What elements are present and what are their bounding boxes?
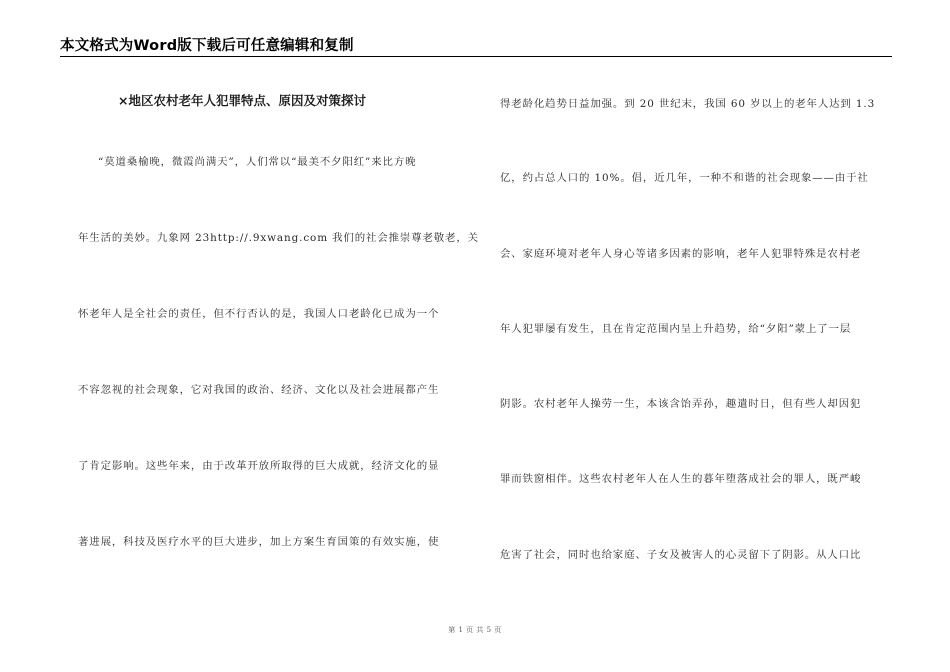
right-line-4: 年人犯罪屡有发生，且在肯定范围内呈上升趋势，给“夕阳”蒙上了一层 bbox=[500, 323, 852, 335]
left-line-6: 著进展，科技及医疗水平的巨大进步，加上方案生育国策的有效实施，使 bbox=[78, 536, 440, 548]
header-banner bbox=[60, 34, 892, 57]
left-line-3: 怀老年人是全社会的责任，但不行否认的是，我国人口老龄化已成为一个 bbox=[78, 308, 440, 320]
left-line-5: 了肯定影响。这些年来，由于改革开放所取得的巨大成就，经济文化的显 bbox=[78, 460, 440, 472]
header-banner-text: 本文格式为Word版下载后可任意编辑和复制 bbox=[60, 38, 354, 54]
right-line-5: 阴影。农村老年人操劳一生，本该含饴弄孙，趣遣时日，但有些人却因犯 bbox=[500, 398, 862, 410]
right-line-1: 得老龄化趋势日益加强。到 20 世纪末，我国 60 岁以上的老年人达到 1.3 bbox=[500, 98, 876, 110]
document-title: ×地区农村老年人犯罪特点、原因及对策探讨 bbox=[118, 93, 366, 108]
left-line-2: 年生活的美妙。九象网 23http://.9xwang.com 我们的社会推崇尊老敬老，关 bbox=[78, 232, 479, 244]
page-number: 第 1 页 共 5 页 bbox=[448, 626, 502, 634]
left-line-1: “莫道桑榆晚，微霞尚满天”，人们常以“最美不夕阳红”来比方晚 bbox=[98, 156, 417, 168]
right-line-6: 罪而铁窗相伴。这些农村老年人在人生的暮年堕落成社会的罪人，既严峻 bbox=[500, 473, 862, 485]
right-line-7: 危害了社会，同时也给家庭、子女及被害人的心灵留下了阴影。从人口比 bbox=[500, 549, 862, 561]
left-line-4: 不容忽视的社会现象，它对我国的政治、经济、文化以及社会进展都产生 bbox=[78, 384, 440, 396]
right-line-3: 会、家庭环境对老年人身心等诸多因素的影响，老年人犯罪特殊是农村老 bbox=[500, 248, 862, 260]
right-line-2: 亿，约占总人口的 10%。倡，近几年，一种不和谐的社会现象——由于社 bbox=[500, 172, 869, 184]
